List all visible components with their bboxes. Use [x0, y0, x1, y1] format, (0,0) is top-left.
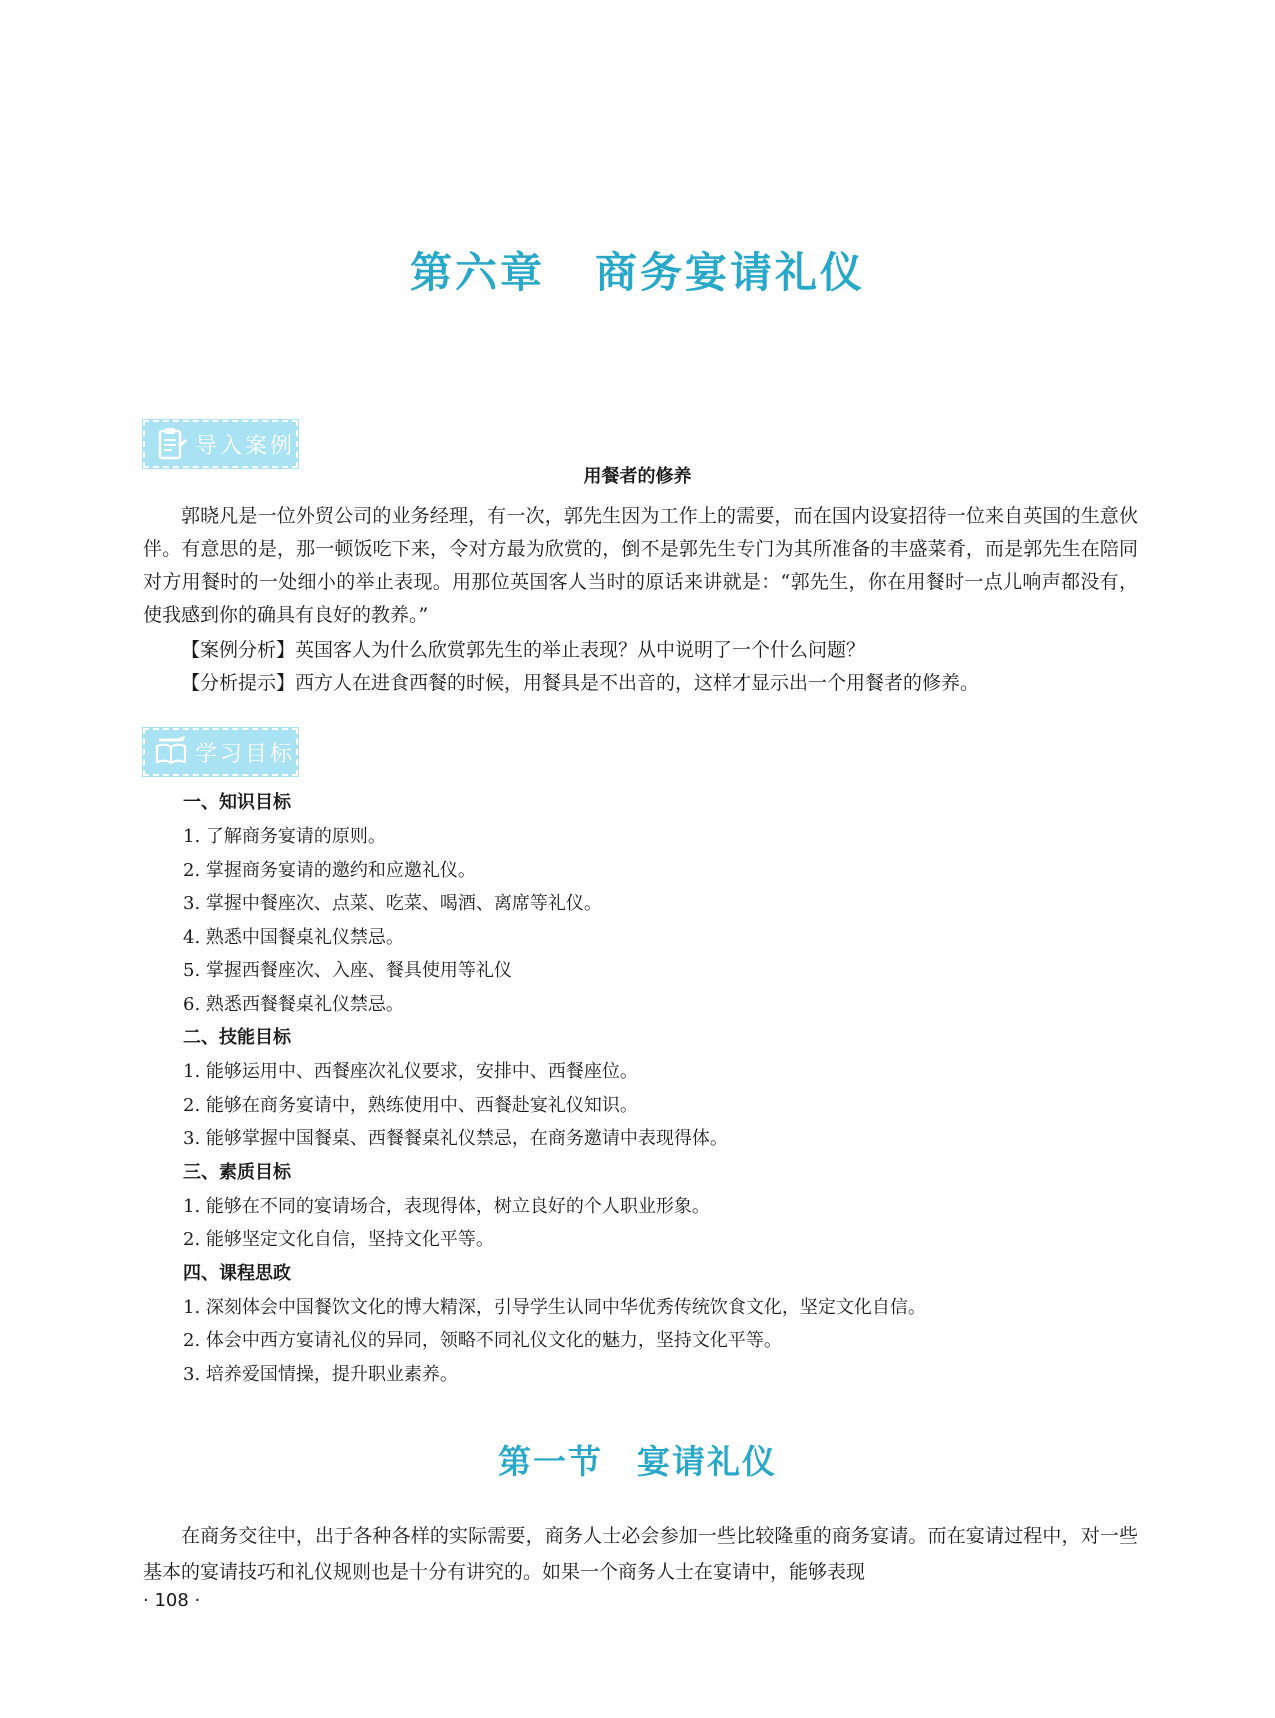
list-item: 6. 熟悉西餐餐桌礼仪禁忌。	[183, 993, 404, 1015]
case-analysis: 【案例分析】英国客人为什么欣赏郭先生的举止表现？从中说明了一个什么问题？	[181, 639, 866, 661]
case-hint: 【分析提示】西方人在进食西餐的时候，用餐具是不出音的，这样才显示出一个用餐者的修养。	[181, 672, 980, 694]
objective-heading: 四、课程思政	[183, 1262, 291, 1284]
objective-heading: 二、技能目标	[183, 1027, 291, 1048]
learning-goals-label: 学习目标	[195, 741, 296, 767]
section-name: 宴请礼仪	[637, 1442, 777, 1481]
list-item: 3. 培养爱国情操，提升职业素养。	[183, 1363, 458, 1385]
list-item: 4. 熟悉中国餐桌礼仪禁忌。	[183, 926, 404, 948]
learning-goals-banner	[143, 728, 298, 776]
objective-section	[183, 1257, 1143, 1392]
case-title: 用餐者的修养	[583, 466, 692, 487]
list-item: 1. 了解商务宴请的原则。	[183, 826, 386, 847]
intro-case-banner	[143, 420, 298, 468]
objective-section	[183, 1021, 1143, 1156]
case-body	[143, 500, 1138, 632]
chapter-title	[0, 240, 1275, 300]
case-paragraph: 郭晓凡是一位外贸公司的业务经理，有一次，郭先生因为工作上的需要，而在国内设宴招待一位来自英国的生意伙伴。有意思的是，那一顿饭吃下来，令对方最为欣赏的，倒不是郭先生专门为其所准备的丰盛菜肴，而是郭先生在陪同对方用餐时的一处细小的举止表现。用那位英国客人当时的原话来讲就是：“郭先生，你在用餐时一点儿响声都没有，使我感到你的确具有良好的教养。”	[143, 505, 1138, 626]
section-title	[0, 1436, 1275, 1483]
list-item: 2. 掌握商务宴请的邀约和应邀礼仪。	[183, 859, 476, 881]
list-item: 2. 能够坚定文化自信，坚持文化平等。	[183, 1229, 494, 1250]
list-item: 5. 掌握西餐座次、入座、餐具使用等礼仪	[183, 960, 512, 981]
chapter-name: 商务宴请礼仪	[595, 248, 866, 297]
intro-case-label: 导入案例	[195, 433, 296, 459]
section-paragraph: 在商务交往中，出于各种各样的实际需要，商务人士必会参加一些比较隆重的商务宴请。而在宴请过程中，对一些基本的宴请技巧和礼仪规则也是十分有讲究的。如果一个商务人士在宴请中，能够表现	[143, 1525, 1138, 1583]
list-item: 3. 掌握中餐座次、点菜、吃菜、喝酒、离席等礼仪。	[183, 893, 602, 914]
list-item: 1. 能够运用中、西餐座次礼仪要求，安排中、西餐座位。	[183, 1061, 638, 1082]
objective-section	[183, 1156, 1143, 1257]
objective-heading: 一、知识目标	[183, 792, 291, 813]
list-item: 2. 体会中西方宴请礼仪的异同，领略不同礼仪文化的魅力，坚持文化平等。	[183, 1330, 782, 1351]
section-number: 第一节	[498, 1442, 603, 1481]
list-item: 1. 能够在不同的宴请场合，表现得体，树立良好的个人职业形象。	[183, 1195, 710, 1217]
objective-heading: 三、素质目标	[183, 1161, 291, 1183]
objective-section	[183, 786, 1143, 1021]
case-notes	[143, 634, 1138, 700]
list-item: 1. 深刻体会中国餐饮文化的博大精深，引导学生认同中华优秀传统饮食文化，坚定文化自信。	[183, 1296, 926, 1318]
objectives-list	[183, 786, 1143, 1391]
list-item: 2. 能够在商务宴请中，熟练使用中、西餐赴宴礼仪知识。	[183, 1094, 638, 1116]
clipboard-icon	[153, 426, 189, 462]
book-pen-icon	[153, 734, 189, 770]
chapter-number: 第六章	[409, 248, 545, 297]
page-number: · 108 ·	[143, 1590, 201, 1611]
list-item: 3. 能够掌握中国餐桌、西餐餐桌礼仪禁忌，在商务邀请中表现得体。	[183, 1128, 728, 1149]
